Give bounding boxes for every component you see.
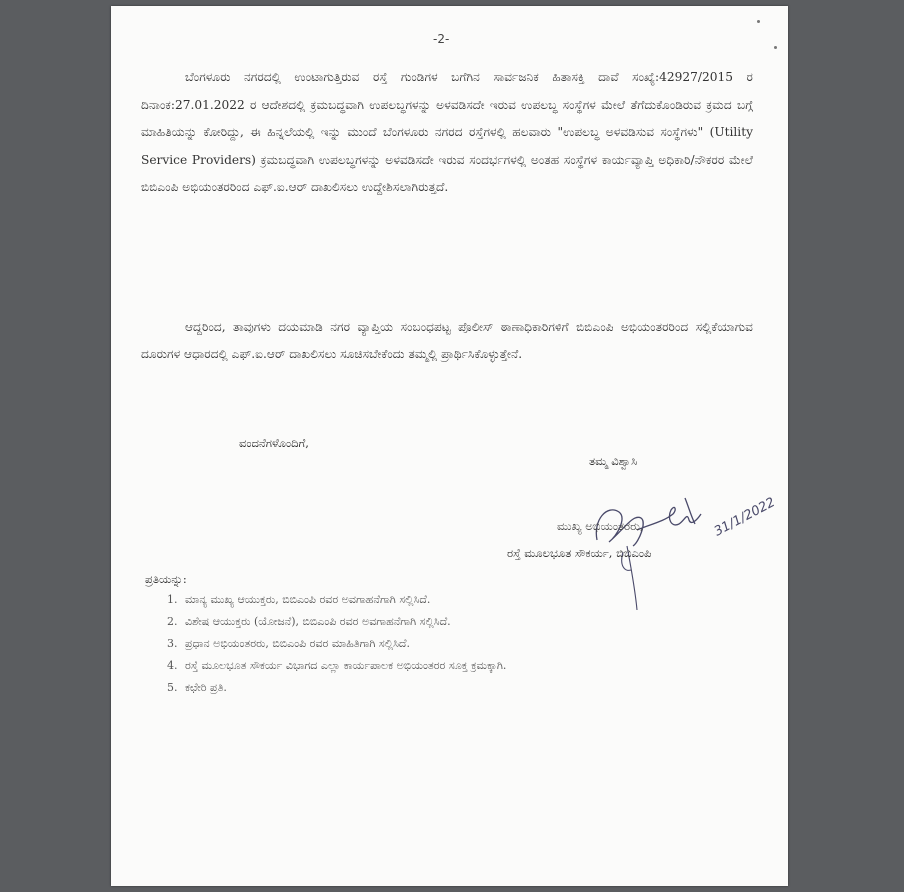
copy-to-item: 2. ವಿಶೇಷ ಆಯುಕ್ತರು (ಯೋಜನೆ), ಬಿಬಿಎಂಪಿ ರವರ ಅವಗಾಹನೆಗಾಗಿ ಸಲ್ಲಿಸಿದೆ. bbox=[167, 615, 451, 628]
body-paragraph-2-text: ಆದ್ದರಿಂದ, ತಾವುಗಳು ದಯಮಾಡಿ ನಗರ ವ್ಯಾಪ್ತಿಯ ಸಂಬಂಧಪಟ್ಟ ಪೊಲೀಸ್ ಠಾಣಾಧಿಕಾರಿಗಳಿಗೆ ಬಿಬಿಎಂಪಿ ಅಭಿಯಂತರರಿಂದ ಸಲ್ಲಿಕೆಯಾಗುವ ದೂರುಗಳ ಆಧಾರದಲ್ಲಿ ಎಫ್.ಐ.ಆರ್ ದಾಖಲಿಸಲು ಸೂಚಿಸಬೇಕೆಂದು ತಮ್ಮಲ್ಲಿ ಪ್ರಾರ್ಥಿಸಿಕೊಳ್ಳುತ್ತೇನೆ. bbox=[141, 320, 753, 361]
body-paragraph-1 bbox=[141, 64, 753, 202]
scan-speck bbox=[774, 46, 777, 49]
copy-to-item: 1. ಮಾನ್ಯ ಮುಖ್ಯ ಆಯುಕ್ತರು, ಬಿಬಿಎಂಪಿ ರವರ ಅವಗಾಹನೆಗಾಗಿ ಸಲ್ಲಿಸಿದೆ. bbox=[167, 593, 431, 606]
signatory-designation: ಮುಖ್ಯ ಅಭಿಯಂತರರು, bbox=[557, 519, 644, 533]
body-paragraph-1-text: ಬೆಂಗಳೂರು ನಗರದಲ್ಲಿ ಉಂಟಾಗುತ್ತಿರುವ ರಸ್ತೆ ಗುಂಡಿಗಳ ಬಗೆಗಿನ ಸಾರ್ವಜನಿಕ ಹಿತಾಸಕ್ತಿ ದಾವೆ ಸಂಖ್ಯೆ:42927/2015 ರ ದಿನಾಂಕ:27.01.2022 ರ ಆದೇಶದಲ್ಲಿ ಕ್ರಮಬದ್ಧವಾಗಿ ಉಪಲಬ್ಧಗಳನ್ನು ಅಳವಡಿಸದೇ ಇರುವ ಉಪಲಬ್ಧ ಸಂಸ್ಥೆಗಳ ಮೇಲೆ ತೆಗೆದುಕೊಂಡಿರುವ ಕ್ರಮದ ಬಗ್ಗೆ ಮಾಹಿತಿಯನ್ನು ಕೋರಿದ್ದು, ಈ ಹಿನ್ನಲೆಯಲ್ಲಿ ಇನ್ನು ಮುಂದೆ ಬೆಂಗಳೂರು ನಗರದ ರಸ್ತೆಗಳಲ್ಲಿ ಹಲವಾರು "ಉಪಲಬ್ಧ ಅಳವಡಿಸುವ ಸಂಸ್ಥೆಗಳು" (Utility Service Providers) ಕ್ರಮಬದ್ಧವಾಗಿ ಉಪಲಬ್ಧಗಳನ್ನು ಅಳವಡಿಸದೇ ಇರುವ ಸಂದರ್ಭಗಳಲ್ಲಿ ಅಂತಹ ಸಂಸ್ಥೆಗಳ ಕಾರ್ಯವ್ಯಾಪ್ತಿ ಅಧಿಕಾರಿ/ನೌಕರರ ಮೇಲೆ ಬಿಬಿಎಂಪಿ ಅಭಿಯಂತರರಿಂದ ಎಫ್.ಐ.ಆರ್ ದಾಖಲಿಸಲು ಉದ್ದೇಶಿಸಲಾಗಿರುತ್ತದೆ. bbox=[141, 70, 753, 194]
body-paragraph-2 bbox=[141, 314, 753, 368]
copy-to-label: ಪ್ರತಿಯನ್ನು: bbox=[145, 572, 187, 586]
signature-date: 31/1/2022 bbox=[711, 494, 778, 540]
copy-to-item: 3. ಪ್ರಧಾನ ಅಭಿಯಂತರರು, ಬಿಬಿಎಂಪಿ ರವರ ಮಾಹಿತಿಗಾಗಿ ಸಲ್ಲಿಸಿದೆ. bbox=[167, 637, 410, 650]
copy-to-item: 5. ಕಛೇರಿ ಪ್ರತಿ. bbox=[167, 681, 227, 694]
copy-to-list bbox=[167, 589, 767, 699]
signatory-office: ರಸ್ತೆ ಮೂಲಭೂತ ಸೌಕರ್ಯ, ಬಿಬಿಎಂಪಿ bbox=[507, 546, 652, 560]
yours-faithfully: ತಮ್ಮ ವಿಶ್ವಾಸಿ bbox=[589, 454, 638, 468]
page-number: -2- bbox=[433, 32, 450, 46]
copy-to-item: 4. ರಸ್ತೆ ಮೂಲಭೂತ ಸೌಕರ್ಯ ವಿಭಾಗದ ಎಲ್ಲಾ ಕಾರ್ಯಪಾಲಕ ಅಭಿಯಂತರರ ಸೂಕ್ತ ಕ್ರಮಕ್ಕಾಗಿ. bbox=[167, 659, 507, 672]
closing-salutation: ವಂದನೆಗಳೊಂದಿಗೆ, bbox=[239, 436, 309, 450]
scan-speck bbox=[757, 20, 760, 23]
document-page bbox=[111, 6, 788, 886]
